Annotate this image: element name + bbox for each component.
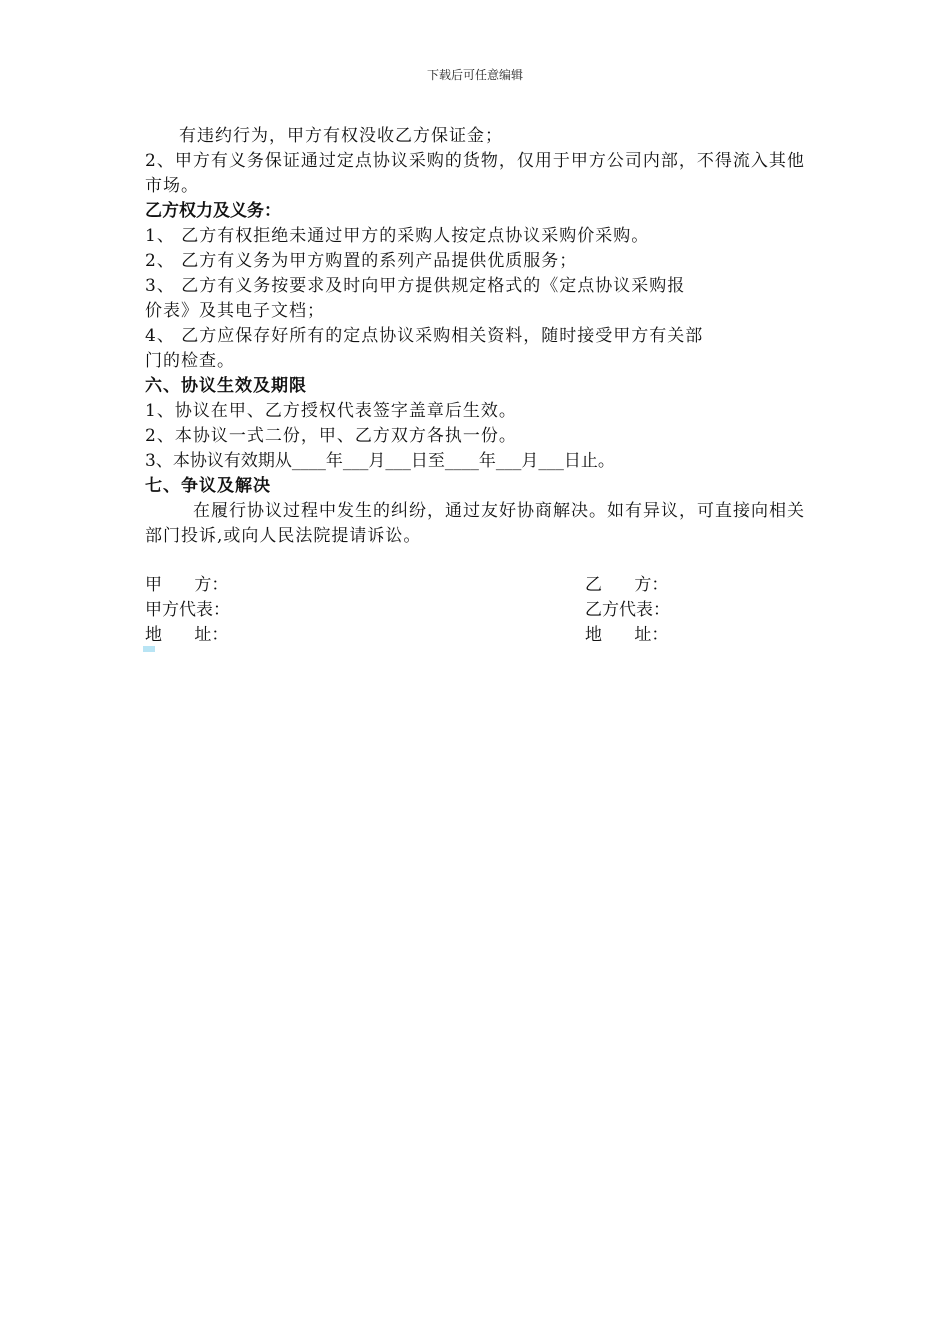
party-b-item-4-line-1: 4、 乙方应保存好所有的定点协议采购相关资料，随时接受甲方有关部 xyxy=(145,326,704,346)
party-a-rep-label: 甲方代表： xyxy=(145,600,230,620)
paragraph-deposit: 有违约行为，甲方有权没收乙方保证金； xyxy=(179,126,503,146)
section-7-paragraph: 在履行协议过程中发生的纠纷，通过友好协商解决。如有异议，可直接向相关部门投诉,或向人民法院提请诉讼。 xyxy=(145,501,805,546)
section-6-item-2: 2、本协议一式二份，甲、乙方双方各执一份。 xyxy=(145,426,517,446)
spacer xyxy=(145,549,810,573)
document-body xyxy=(145,124,810,648)
party-b-item-4-line-2: 门的检查。 xyxy=(145,351,235,371)
party-b-rep-label: 乙方代表： xyxy=(585,600,670,620)
signature-row-address xyxy=(145,623,810,648)
party-a-label: 甲 方： xyxy=(145,575,229,595)
paragraph-party-a-duty-2: 2、甲方有义务保证通过定点协议采购的货物，仅用于甲方公司内部，不得流入其他市场。 xyxy=(145,151,805,196)
party-b-item-1: 1、 乙方有权拒绝未通过甲方的采购人按定点协议采购价采购。 xyxy=(145,226,650,246)
party-b-address-label: 地 址： xyxy=(585,625,669,645)
party-b-item-3-line-2: 价表》及其电子文档； xyxy=(145,301,325,321)
party-b-item-2: 2、 乙方有义务为甲方购置的系列产品提供优质服务； xyxy=(145,251,578,271)
section-6-item-1: 1、协议在甲、乙方授权代表签字盖章后生效。 xyxy=(145,401,517,421)
heading-party-b-rights: 乙方权力及义务： xyxy=(145,201,281,221)
heading-section-7: 七、争议及解决 xyxy=(145,476,271,496)
party-b-item-3-line-1: 3、 乙方有义务按要求及时向甲方提供规定格式的《定点协议采购报 xyxy=(145,276,686,296)
party-b-label: 乙 方： xyxy=(585,575,669,595)
text-cursor-marker xyxy=(143,646,155,652)
section-6-item-3: 3、本协议有效期从____年___月___日至____年___月___日止。 xyxy=(145,451,615,471)
page-header-note: 下载后可任意编辑 xyxy=(426,68,523,82)
signature-row-party xyxy=(145,573,810,598)
heading-section-6: 六、协议生效及期限 xyxy=(145,376,307,396)
party-a-address-label: 地 址： xyxy=(145,625,229,645)
signature-row-representative xyxy=(145,598,810,623)
